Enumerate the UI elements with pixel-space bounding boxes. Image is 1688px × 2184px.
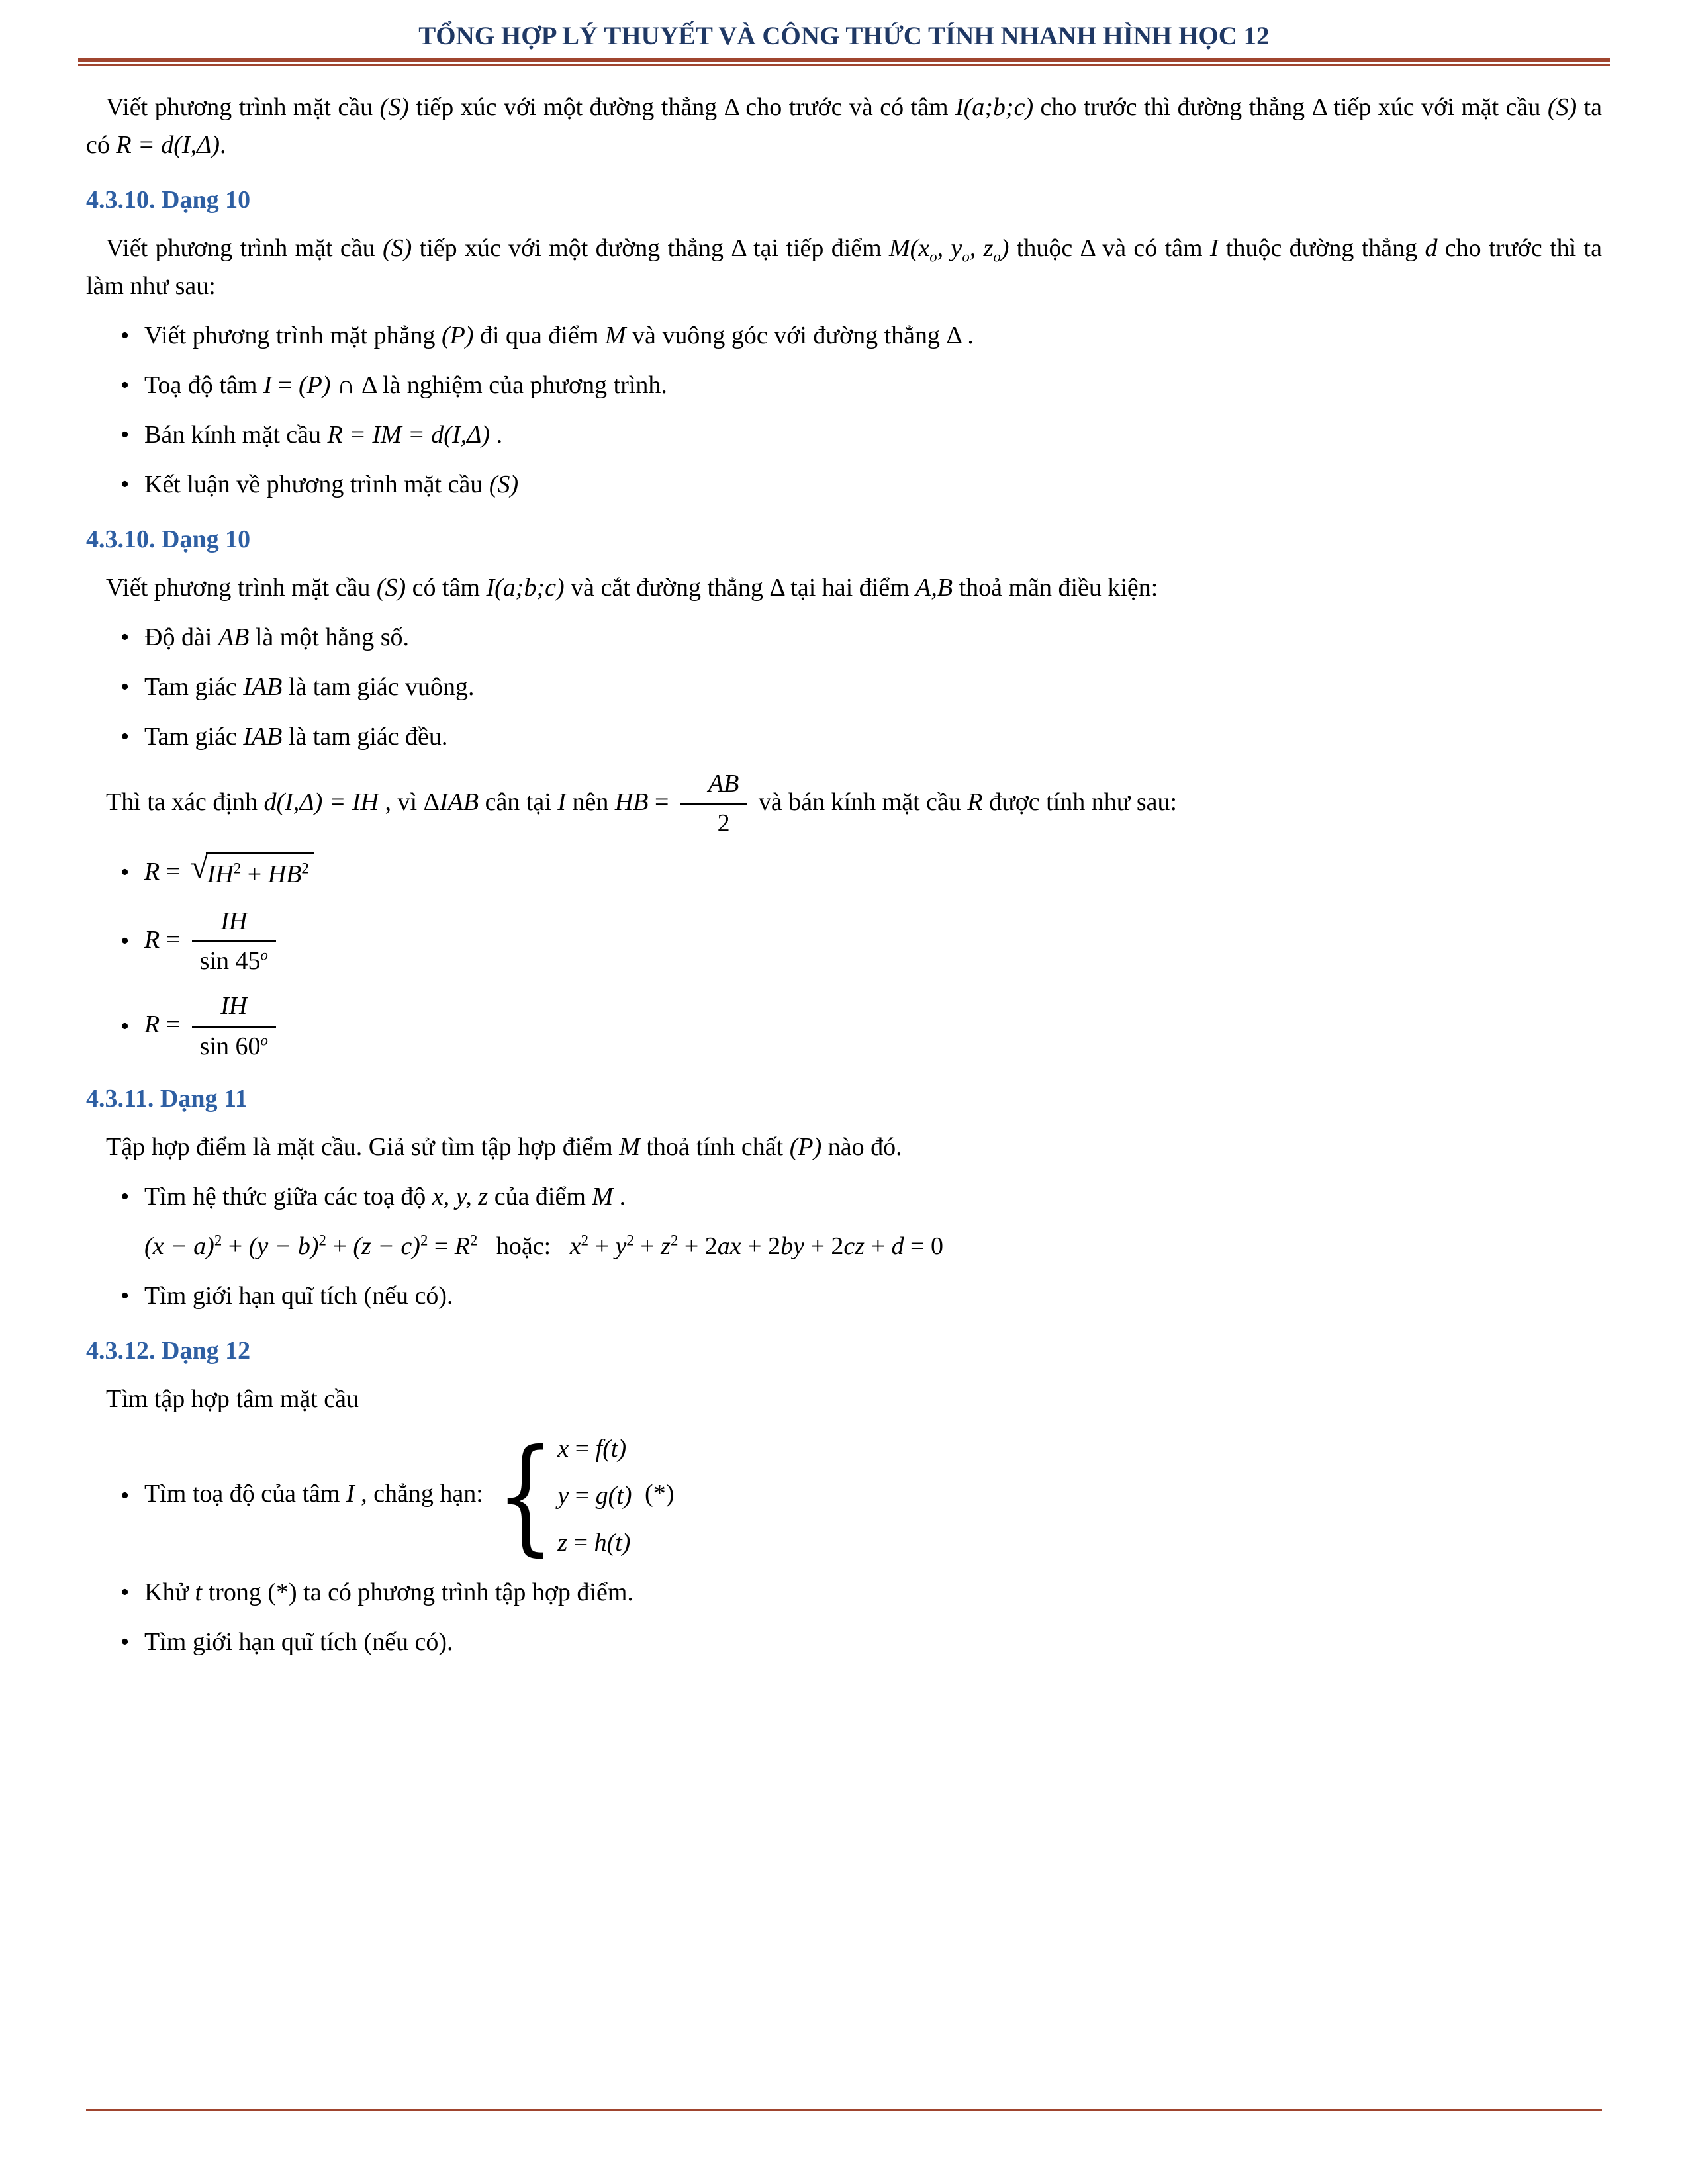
bullet-item — [120, 619, 1602, 657]
text-run: (P) — [789, 1133, 822, 1161]
text-run: = — [271, 371, 299, 399]
text-run: AB — [218, 623, 250, 651]
section-heading: 4.3.12. Dạng 12 — [86, 1337, 251, 1365]
text-run: R = IM = d(I,Δ) — [327, 420, 491, 449]
text-run: Δ — [423, 788, 440, 816]
text-run: A,B — [915, 573, 953, 602]
bullet-text — [144, 1277, 1602, 1315]
text-run: , vì — [379, 788, 424, 816]
paragraph — [86, 230, 1602, 305]
bullet-formula — [144, 848, 1602, 893]
text-run: Δ — [724, 93, 739, 121]
text-run: 2 — [581, 1232, 588, 1249]
section-heading: 4.3.10. Dạng 10 — [86, 185, 251, 214]
text-run: Viết phương trình mặt cầu — [106, 93, 380, 121]
text-run: x — [557, 1435, 569, 1463]
text-run: AB — [708, 769, 739, 797]
paragraph — [86, 1128, 1602, 1166]
text-run: d — [1425, 234, 1438, 262]
text-run: + 2 — [678, 1232, 718, 1261]
text-run: 2 — [233, 860, 242, 877]
text-run: được tính như sau: — [982, 788, 1178, 816]
text-run: có tâm — [406, 573, 487, 602]
text-run: của điểm — [488, 1183, 592, 1211]
text-run: + — [241, 860, 268, 888]
text-run: ta có — [86, 93, 1602, 159]
text-run: Viết phương trình mặt cầu — [106, 234, 383, 262]
bullet-marker: • — [120, 1482, 130, 1510]
text-run: R — [454, 1232, 471, 1261]
text-run: + — [588, 1232, 616, 1261]
text-run: và cắt đường thẳng — [564, 573, 770, 602]
text-run: = — [160, 1010, 187, 1038]
text-run: Δ — [946, 321, 961, 349]
text-run: 2 — [301, 860, 309, 877]
bullet-marker: • — [120, 623, 130, 651]
bullet-marker: • — [120, 1578, 130, 1607]
text-run: sin 45 — [199, 947, 261, 976]
text-run: z — [661, 1232, 671, 1261]
text-run: = — [569, 1435, 596, 1463]
text-run: Tìm hệ thức giữa các toạ độ — [144, 1183, 432, 1211]
footer-rule — [86, 2109, 1602, 2111]
text-run: o — [260, 1032, 268, 1048]
bullet-marker: • — [120, 470, 130, 498]
text-run: thoả mãn điều kiện: — [953, 573, 1158, 602]
left-brace-icon: { — [496, 1423, 555, 1569]
page-title: TỔNG HỢP LÝ THUYẾT VÀ CÔNG THỨC TÍNH NHANH HÌNH HỌC 12 — [418, 22, 1270, 50]
text-run: trong — [202, 1578, 268, 1607]
text-run: = — [160, 925, 187, 954]
bullet-item-formula — [120, 848, 1602, 893]
text-run: tại tiếp điểm — [745, 234, 890, 262]
text-run: (z − c) — [353, 1232, 420, 1261]
text-run: (P) — [299, 371, 331, 399]
text-run: (y − b) — [248, 1232, 319, 1261]
text-run: h(t) — [594, 1529, 631, 1557]
text-run: sin 60 — [199, 1032, 261, 1060]
text-run: Δ — [731, 234, 746, 262]
text-run: là tam giác đều. — [282, 722, 448, 751]
text-run: Tam giác — [144, 672, 244, 701]
bullet-text — [144, 1623, 1602, 1661]
fraction-denominator — [680, 805, 747, 841]
text-run: . — [613, 1183, 626, 1211]
text-run: IAB — [243, 672, 283, 701]
bullet-item — [120, 1277, 1602, 1315]
text-run: Bán kính mặt cầu — [144, 420, 328, 449]
text-run: I — [1209, 234, 1219, 262]
text-run: d — [891, 1232, 904, 1261]
text-run: 2 — [470, 1232, 478, 1249]
text-run: t — [195, 1578, 203, 1607]
text-run: o — [993, 248, 1001, 265]
text-run: Viết phương trình mặt cầu — [106, 573, 377, 602]
bullet-text — [144, 1178, 1602, 1216]
text-run: (S) — [376, 573, 406, 602]
fraction — [192, 905, 276, 978]
text-run: HB — [267, 860, 302, 888]
text-run: và bán kính mặt cầu — [752, 788, 968, 816]
text-run: = — [569, 1482, 596, 1510]
bullet-marker: • — [120, 927, 130, 956]
text-run: (*) — [638, 1480, 675, 1508]
text-run: = — [567, 1529, 594, 1557]
equation-system — [496, 1423, 632, 1569]
text-run: I(a;b;c) — [486, 573, 565, 602]
fraction-denominator — [192, 942, 276, 978]
text-run: cho trước và có tâm — [738, 93, 955, 121]
text-run: o — [929, 248, 937, 265]
text-run: z — [557, 1529, 568, 1557]
text-run: I(a;b;c) — [955, 93, 1034, 121]
bullet-marker: • — [120, 321, 130, 349]
bullet-item — [120, 1623, 1602, 1661]
text-run: ∩ Δ — [330, 371, 377, 399]
text-run: nên — [565, 788, 615, 816]
text-run: là tam giác vuông. — [282, 672, 475, 701]
text-run: R — [144, 925, 160, 954]
bullet-item — [120, 1574, 1602, 1612]
text-run: by — [780, 1232, 804, 1261]
bullet-item — [120, 416, 1602, 454]
text-run: = 0 — [904, 1232, 943, 1261]
fraction — [192, 990, 276, 1063]
text-run: và vuông góc với đường thẳng — [626, 321, 947, 349]
section-heading: 4.3.10. Dạng 10 — [86, 525, 251, 553]
text-run: 2 — [214, 1232, 222, 1249]
bullet-marker: • — [120, 722, 130, 751]
bullet-marker: • — [120, 1012, 130, 1040]
text-run: thoả tính chất — [639, 1133, 790, 1161]
text-run: đi qua điểm — [473, 321, 605, 349]
text-run: Δ — [1080, 234, 1095, 262]
system-line — [557, 1430, 632, 1468]
text-run: I — [346, 1480, 355, 1508]
fraction-denominator — [192, 1028, 276, 1064]
text-run: I — [557, 788, 566, 816]
text-run: x, y, z — [432, 1183, 489, 1211]
bullet-text — [144, 367, 1602, 404]
bullet-formula — [144, 990, 1602, 1063]
bullet-formula — [144, 1423, 1602, 1569]
text-run: 2 — [626, 1232, 634, 1249]
bullet-marker: • — [120, 858, 130, 887]
bullet-item — [120, 1178, 1602, 1216]
text-run: . — [961, 321, 974, 349]
text-run: IH — [220, 992, 248, 1021]
bullet-item — [120, 668, 1602, 706]
bullet-item-formula — [120, 905, 1602, 978]
bullet-item — [120, 718, 1602, 756]
bullet-item — [120, 466, 1602, 504]
text-run: (S) — [489, 470, 519, 498]
system-lines — [557, 1430, 632, 1562]
text-run: ta có phương trình tập hợp điểm. — [297, 1578, 633, 1607]
text-run: (*) — [267, 1578, 297, 1607]
bullet-item-formula — [120, 1423, 1602, 1569]
bullet-text — [144, 466, 1602, 504]
text-run: nào đó. — [821, 1133, 902, 1161]
bullet-item — [120, 367, 1602, 404]
text-run: ax — [717, 1232, 741, 1261]
fraction — [680, 768, 747, 841]
text-run: y — [615, 1232, 627, 1261]
system-line — [557, 1524, 632, 1562]
text-run: = — [428, 1232, 455, 1261]
text-run: 2 — [318, 1232, 326, 1249]
text-run: IAB — [440, 788, 479, 816]
text-run: Tìm giới hạn quĩ tích (nếu có). — [144, 1628, 453, 1657]
text-run: o — [962, 248, 970, 265]
text-run: Khử — [144, 1578, 195, 1607]
bullet-marker: • — [120, 1282, 130, 1310]
text-run: , z — [969, 234, 994, 262]
text-run: + — [222, 1232, 249, 1261]
text-run: (x − a) — [144, 1232, 214, 1261]
text-run: + 2 — [804, 1232, 844, 1261]
text-run: cz — [843, 1232, 865, 1261]
text-run: + — [326, 1232, 353, 1261]
text-run: y — [557, 1482, 569, 1510]
text-run: cho trước thì ta làm như sau: — [86, 234, 1602, 300]
text-run: là nghiệm của phương trình. — [376, 371, 667, 399]
text-run: là một hằng số. — [249, 623, 410, 651]
paragraph — [86, 768, 1602, 841]
document-body — [0, 66, 1688, 1662]
text-run: tiếp xúc với một đường thẳng — [408, 93, 724, 121]
bullet-text — [144, 317, 1602, 355]
text-run: và có tâm — [1094, 234, 1210, 262]
text-run: (S) — [379, 93, 409, 121]
text-run: o — [260, 946, 268, 964]
text-run: 2 — [420, 1232, 428, 1249]
text-run: IH — [220, 907, 248, 935]
text-run: = — [160, 857, 187, 886]
system-line — [557, 1477, 632, 1515]
fraction-numerator — [192, 905, 276, 943]
sqrt-radicand — [206, 852, 314, 893]
text-run: , chẳng hạn: — [354, 1480, 490, 1508]
text-run: 2 — [670, 1232, 679, 1249]
text-run: Tìm giới hạn quĩ tích (nếu có). — [144, 1282, 453, 1310]
text-run: tiếp xúc với mặt cầu — [1326, 93, 1548, 121]
bullet-marker: • — [120, 1183, 130, 1211]
text-run: tiếp xúc với một đường thẳng — [412, 234, 731, 262]
text-run: thuộc đường thẳng — [1218, 234, 1425, 262]
text-run: tại hai điểm — [784, 573, 916, 602]
text-run: Độ dài — [144, 623, 218, 651]
text-run: . — [490, 420, 503, 449]
bullet-text — [144, 619, 1602, 657]
text-run: Δ — [769, 573, 784, 602]
text-run: d(I,Δ) = IH — [263, 788, 379, 816]
text-run: M(x — [889, 234, 930, 262]
paragraph — [86, 569, 1602, 607]
bullet-text — [144, 668, 1602, 706]
bullet-text — [144, 1574, 1602, 1612]
text-run: Tìm toạ độ của tâm — [144, 1480, 346, 1508]
bullet-item-formula — [120, 990, 1602, 1063]
text-run: thuộc — [1009, 234, 1080, 262]
text-run: + — [633, 1232, 661, 1261]
text-run: , y — [937, 234, 962, 262]
fraction-numerator — [192, 990, 276, 1028]
text-run: R — [144, 857, 160, 886]
text-run: Tam giác — [144, 722, 244, 751]
bullet-text — [144, 416, 1602, 454]
text-run: 2 — [717, 809, 730, 838]
text-run: M — [619, 1133, 640, 1161]
fraction-numerator — [680, 768, 747, 805]
text-run: ) — [1000, 234, 1009, 262]
text-run: Toạ độ tâm — [144, 371, 263, 399]
text-run: + 2 — [741, 1232, 781, 1261]
text-run: cho trước thì đường thẳng — [1033, 93, 1312, 121]
section-heading: 4.3.11. Dạng 11 — [86, 1085, 248, 1113]
text-run: . — [220, 130, 226, 159]
text-run: hoặc: — [477, 1232, 570, 1261]
text-run: R = d(I,Δ) — [116, 130, 220, 159]
text-run: M — [592, 1183, 614, 1211]
bullet-marker: • — [120, 371, 130, 399]
bullet-marker: • — [120, 420, 130, 449]
paragraph — [86, 1381, 1602, 1418]
text-run: Viết phương trình mặt phẳng — [144, 321, 442, 349]
sqrt-expression — [190, 848, 314, 893]
text-run: = — [648, 788, 675, 816]
text-run: f(t) — [595, 1435, 627, 1463]
bullet-marker: • — [120, 1628, 130, 1657]
bullet-formula — [144, 905, 1602, 978]
text-run: Tìm tập hợp tâm mặt cầu — [106, 1385, 359, 1414]
text-run: Tập hợp điểm là mặt cầu. Giả sử tìm tập hợp điểm — [106, 1133, 620, 1161]
text-run: (S) — [383, 234, 412, 262]
text-run: R — [144, 1010, 160, 1038]
text-run: IH — [207, 860, 234, 888]
text-run: HB — [614, 788, 649, 816]
bullet-marker: • — [120, 672, 130, 701]
text-run: Kết luận về phương trình mặt cầu — [144, 470, 489, 498]
bullet-text — [144, 718, 1602, 756]
text-run: x — [569, 1232, 581, 1261]
equation-line — [144, 1228, 1602, 1265]
text-run: Δ — [1311, 93, 1327, 121]
text-run: cân tại — [479, 788, 558, 816]
text-run: I — [263, 371, 272, 399]
text-run: (P) — [441, 321, 474, 349]
header-rule — [78, 58, 1610, 66]
paragraph — [86, 89, 1602, 164]
text-run: g(t) — [595, 1482, 632, 1510]
text-run: M — [604, 321, 626, 349]
bullet-item — [120, 317, 1602, 355]
text-run: + — [865, 1232, 892, 1261]
text-run: R — [967, 788, 983, 816]
radical-sign: √ — [190, 848, 209, 885]
text-run: Thì ta xác định — [106, 788, 264, 816]
text-run: (S) — [1547, 93, 1577, 121]
text-run: IAB — [243, 722, 283, 751]
